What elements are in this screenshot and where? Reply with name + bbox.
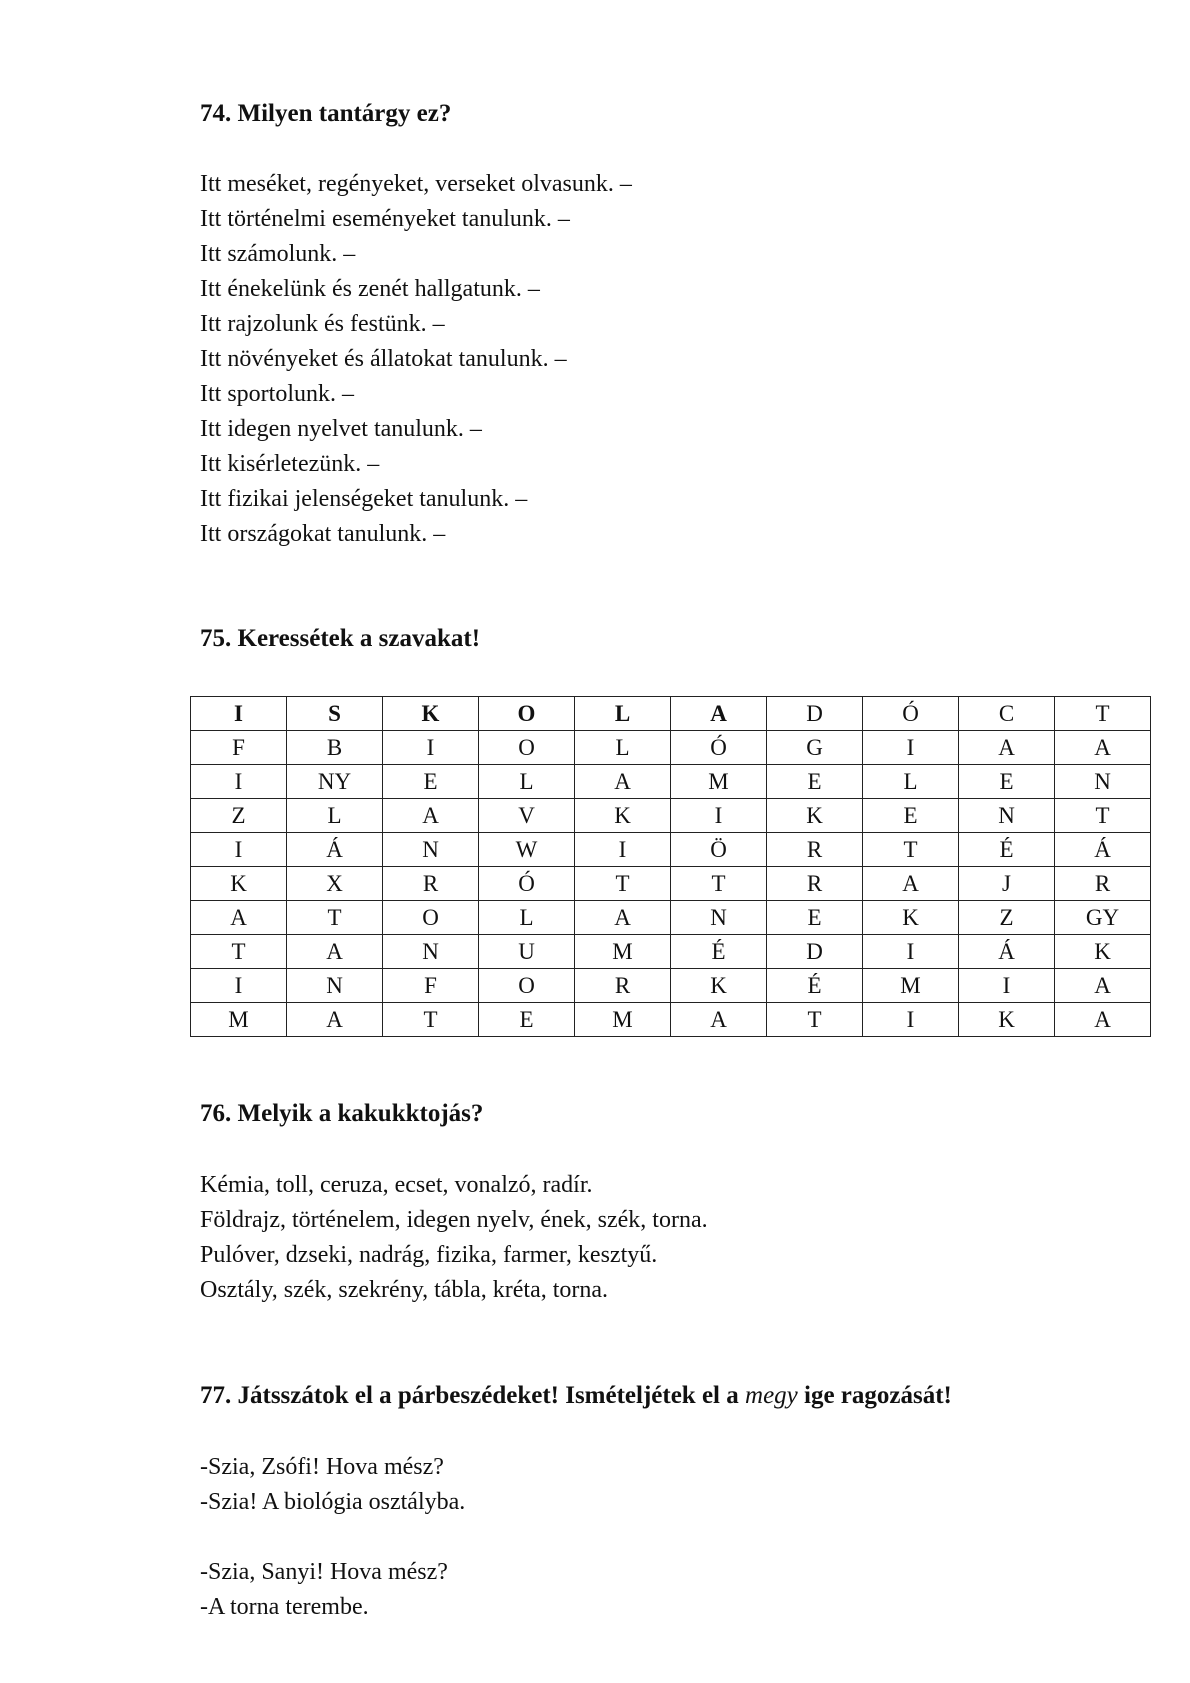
grid-cell: O xyxy=(479,969,575,1003)
section-77-title xyxy=(200,1382,952,1410)
grid-cell: T xyxy=(863,833,959,867)
grid-cell: N xyxy=(1055,765,1151,799)
grid-cell: K xyxy=(575,799,671,833)
grid-cell: E xyxy=(479,1003,575,1037)
grid-cell: A xyxy=(1055,731,1151,765)
grid-row xyxy=(191,697,1151,731)
word-list-line: Osztály, szék, szekrény, tábla, kréta, torna. xyxy=(200,1277,609,1303)
sentence-line: Itt sportolunk. – xyxy=(200,381,354,407)
grid-cell: I xyxy=(671,799,767,833)
grid-cell: N xyxy=(671,901,767,935)
grid-cell: L xyxy=(479,765,575,799)
grid-cell: D xyxy=(767,697,863,731)
grid-cell: G xyxy=(767,731,863,765)
word-list-line: Földrajz, történelem, idegen nyelv, ének, szék, torna. xyxy=(200,1207,708,1233)
grid-row xyxy=(191,731,1151,765)
word-search-grid xyxy=(190,696,1151,1037)
dialog-1 xyxy=(200,1450,465,1520)
grid-cell: T xyxy=(1055,697,1151,731)
grid-cell: Ó xyxy=(863,697,959,731)
section-77-title-end: ige ragozását! xyxy=(797,1382,952,1409)
grid-cell: I xyxy=(191,765,287,799)
grid-cell: R xyxy=(383,867,479,901)
word-list-line: Pulóver, dzseki, nadrág, fizika, farmer, kesztyű. xyxy=(200,1242,658,1268)
section-74-sentences xyxy=(200,167,632,552)
sentence-line: Itt történelmi eseményeket tanulunk. – xyxy=(200,206,570,232)
sentence-line: Itt meséket, regényeket, verseket olvasunk. – xyxy=(200,171,632,197)
grid-cell: Ó xyxy=(671,731,767,765)
grid-cell: T xyxy=(575,867,671,901)
section-76-word-lists xyxy=(200,1168,708,1308)
grid-cell: A xyxy=(863,867,959,901)
grid-cell: K xyxy=(383,697,479,731)
grid-cell: É xyxy=(671,935,767,969)
grid-cell: I xyxy=(191,697,287,731)
grid-cell: Ö xyxy=(671,833,767,867)
grid-cell: T xyxy=(383,1003,479,1037)
grid-cell: A xyxy=(575,901,671,935)
grid-cell: É xyxy=(767,969,863,1003)
grid-cell: T xyxy=(287,901,383,935)
grid-cell: A xyxy=(191,901,287,935)
section-74-title: 74. Milyen tantárgy ez? xyxy=(200,100,452,127)
sentence-line: Itt énekelünk és zenét hallgatunk. – xyxy=(200,276,540,302)
grid-cell: Á xyxy=(1055,833,1151,867)
grid-cell: A xyxy=(671,697,767,731)
grid-cell: R xyxy=(767,867,863,901)
grid-cell: R xyxy=(767,833,863,867)
grid-cell: E xyxy=(767,765,863,799)
grid-row xyxy=(191,901,1151,935)
sentence-line: Itt országokat tanulunk. – xyxy=(200,521,446,547)
grid-cell: Z xyxy=(191,799,287,833)
grid-cell: K xyxy=(1055,935,1151,969)
grid-cell: N xyxy=(383,935,479,969)
grid-cell: D xyxy=(767,935,863,969)
grid-cell: I xyxy=(863,935,959,969)
grid-cell: N xyxy=(383,833,479,867)
grid-row xyxy=(191,833,1151,867)
grid-cell: K xyxy=(767,799,863,833)
grid-cell: É xyxy=(959,833,1055,867)
grid-cell: L xyxy=(479,901,575,935)
grid-cell: N xyxy=(959,799,1055,833)
grid-cell: O xyxy=(479,697,575,731)
grid-cell: I xyxy=(191,969,287,1003)
grid-cell: I xyxy=(191,833,287,867)
grid-cell: M xyxy=(575,1003,671,1037)
dialog-line: -Szia, Sanyi! Hova mész? xyxy=(200,1559,448,1585)
grid-cell: T xyxy=(671,867,767,901)
dialog-line: -A torna terembe. xyxy=(200,1594,369,1620)
grid-cell: O xyxy=(479,731,575,765)
grid-cell: Á xyxy=(287,833,383,867)
grid-cell: Z xyxy=(959,901,1055,935)
grid-cell: A xyxy=(959,731,1055,765)
grid-cell: Á xyxy=(959,935,1055,969)
grid-cell: I xyxy=(575,833,671,867)
grid-cell: R xyxy=(1055,867,1151,901)
grid-cell: L xyxy=(863,765,959,799)
grid-row xyxy=(191,799,1151,833)
grid-cell: A xyxy=(383,799,479,833)
grid-cell: F xyxy=(191,731,287,765)
grid-cell: K xyxy=(191,867,287,901)
grid-cell: B xyxy=(287,731,383,765)
grid-row xyxy=(191,1003,1151,1037)
grid-cell: K xyxy=(863,901,959,935)
grid-row xyxy=(191,969,1151,1003)
grid-cell: A xyxy=(1055,1003,1151,1037)
dialog-line: -Szia! A biológia osztályba. xyxy=(200,1489,466,1515)
grid-cell: I xyxy=(959,969,1055,1003)
grid-cell: M xyxy=(671,765,767,799)
grid-cell: E xyxy=(959,765,1055,799)
grid-cell: S xyxy=(287,697,383,731)
grid-cell: C xyxy=(959,697,1055,731)
grid-cell: X xyxy=(287,867,383,901)
grid-cell: I xyxy=(863,1003,959,1037)
grid-cell: T xyxy=(191,935,287,969)
grid-cell: Ó xyxy=(479,867,575,901)
grid-cell: J xyxy=(959,867,1055,901)
grid-cell: L xyxy=(575,731,671,765)
section-75-title: 75. Keressétek a szavakat! xyxy=(200,625,481,652)
grid-row xyxy=(191,765,1151,799)
grid-cell: M xyxy=(863,969,959,1003)
grid-cell: A xyxy=(575,765,671,799)
grid-cell: I xyxy=(863,731,959,765)
grid-cell: U xyxy=(479,935,575,969)
word-list-line: Kémia, toll, ceruza, ecset, vonalzó, radír. xyxy=(200,1172,593,1198)
section-77-title-italic-word: megy xyxy=(745,1382,798,1409)
grid-cell: L xyxy=(287,799,383,833)
grid-cell: E xyxy=(863,799,959,833)
grid-cell: M xyxy=(191,1003,287,1037)
sentence-line: Itt idegen nyelvet tanulunk. – xyxy=(200,416,482,442)
grid-cell: W xyxy=(479,833,575,867)
grid-cell: A xyxy=(287,935,383,969)
section-77-title-start: 77. Játsszátok el a párbeszédeket! Ismételjétek el a xyxy=(200,1382,746,1409)
grid-cell: A xyxy=(671,1003,767,1037)
grid-row xyxy=(191,867,1151,901)
sentence-line: Itt rajzolunk és festünk. – xyxy=(200,311,445,337)
grid-cell: A xyxy=(287,1003,383,1037)
section-76-title: 76. Melyik a kakukktojás? xyxy=(200,1100,484,1127)
grid-cell: A xyxy=(1055,969,1151,1003)
grid-row xyxy=(191,935,1151,969)
sentence-line: Itt növényeket és állatokat tanulunk. – xyxy=(200,346,567,372)
sentence-line: Itt számolunk. – xyxy=(200,241,356,267)
grid-cell: K xyxy=(959,1003,1055,1037)
grid-cell: E xyxy=(383,765,479,799)
grid-cell: T xyxy=(767,1003,863,1037)
grid-cell: GY xyxy=(1055,901,1151,935)
grid-cell: R xyxy=(575,969,671,1003)
grid-cell: V xyxy=(479,799,575,833)
dialog-2 xyxy=(200,1555,448,1625)
grid-cell: M xyxy=(575,935,671,969)
grid-cell: E xyxy=(767,901,863,935)
grid-cell: N xyxy=(287,969,383,1003)
grid-cell: I xyxy=(383,731,479,765)
grid-cell: L xyxy=(575,697,671,731)
grid-cell: O xyxy=(383,901,479,935)
grid-cell: NY xyxy=(287,765,383,799)
dialog-line: -Szia, Zsófi! Hova mész? xyxy=(200,1454,444,1480)
grid-cell: F xyxy=(383,969,479,1003)
grid-cell: T xyxy=(1055,799,1151,833)
grid-cell: K xyxy=(671,969,767,1003)
sentence-line: Itt fizikai jelenségeket tanulunk. – xyxy=(200,486,528,512)
sentence-line: Itt kisérletezünk. – xyxy=(200,451,380,477)
